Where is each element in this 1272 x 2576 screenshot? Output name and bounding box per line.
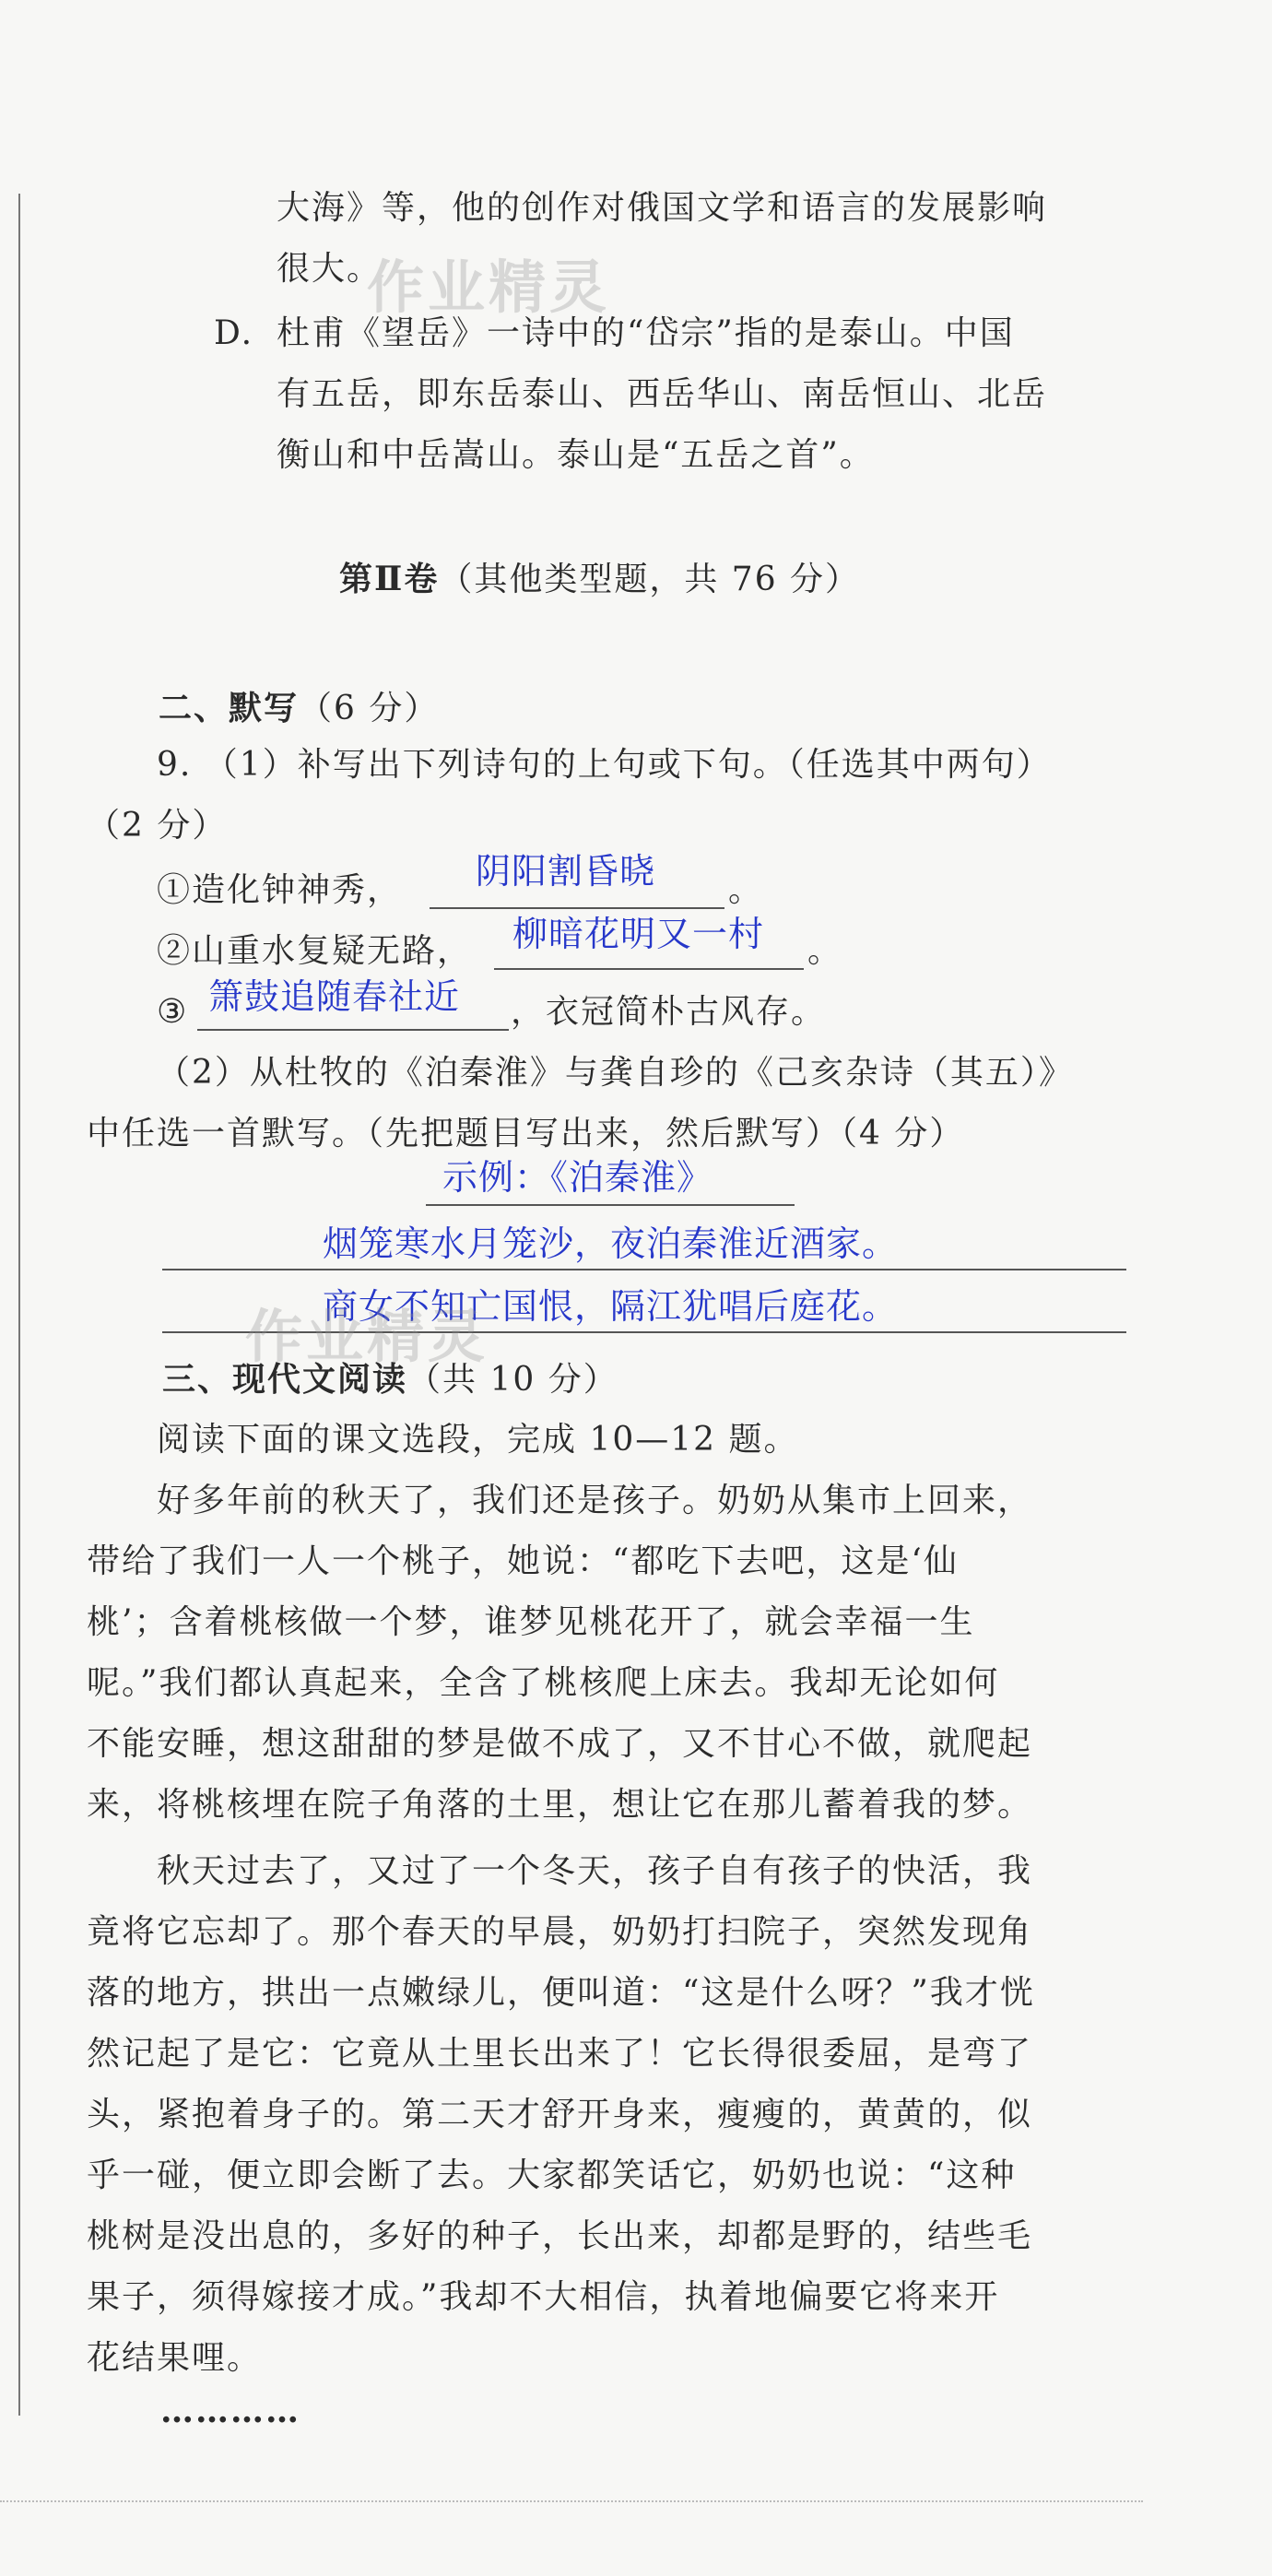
passage-ellipsis: …………	[160, 2392, 300, 2430]
passage-p2-line: 头，紧抱着身子的。第二天才舒开身来，瘦瘦的，黄黄的，似	[87, 2096, 1033, 2133]
answer-title-line	[426, 1204, 795, 1206]
item2-prefix: ②山重水复疑无路，	[157, 932, 473, 970]
q9-2-line2: 中任选一首默写。（先把题目写出来，然后默写）（4 分）	[87, 1115, 965, 1152]
passage-p1-line: 呢。”我们都认真起来，全含了桃核爬上床去。我却无论如何	[87, 1664, 1000, 1702]
passage-p1-line: 来，将桃核埋在院子角落的土里，想让它在那儿蓄着我的梦。	[87, 1786, 1033, 1824]
section2-score: （6 分）	[299, 690, 440, 727]
q9-2-line1: （2）从杜牧的《泊秦淮》与龚自珍的《己亥杂诗（其五）》	[157, 1054, 1074, 1092]
option-d-label: D.	[214, 314, 254, 352]
item3-blank-line	[197, 1029, 509, 1031]
passage-p1-line: 带给了我们一人一个桃子，她说：“都吃下去吧，这是‘仙	[87, 1542, 959, 1580]
volume2-title-note: （其他类型题，共 76 分）	[439, 561, 861, 598]
passage-p2-line: 然记起了是它：它竟从土里长出来了！它长得很委屈，是弯了	[87, 2035, 1033, 2073]
item1-suffix: 。	[728, 871, 764, 909]
passage-p2-line: 桃树是没出息的，多好的种子，长出来，却都是野的，结些毛	[87, 2217, 1033, 2255]
item1-prefix: ①造化钟神秀，	[157, 871, 403, 909]
section3-score: （共 10 分）	[407, 1361, 618, 1399]
passage-p2-line: 落的地方，拱出一点嫩绿儿，便叫道：“这是什么呀？”我才恍	[87, 1974, 1035, 2012]
answer-title[interactable]: 示例：《泊秦淮》	[442, 1157, 713, 1198]
section2-heading-label: 二、默写	[159, 689, 300, 727]
item2-blank-line	[494, 968, 804, 970]
section3-instruction: 阅读下面的课文选段，完成 10—12 题。	[157, 1421, 799, 1459]
passage-p2-line: 果子，须得嫁接才成。”我却不大相信，执着地偏要它将来开	[87, 2278, 1000, 2316]
passage-p2-line: 花结果哩。	[87, 2339, 263, 2377]
option-c-line1: 大海》等，他的创作对俄国文学和语言的发展影响	[277, 189, 1048, 227]
passage-p2-line: 竟将它忘却了。那个春天的早晨，奶奶打扫院子，突然发现角	[87, 1913, 1033, 1951]
item1-answer[interactable]: 阴阳割昏晓	[476, 851, 656, 892]
answer-line2[interactable]: 商女不知亡国恨，隔江犹唱后庭花。	[323, 1286, 899, 1327]
passage-p1-line: 不能安睡，想这甜甜的梦是做不成了，又不甘心不做，就爬起	[87, 1725, 1033, 1763]
option-d-line1: 杜甫《望岳》一诗中的“岱宗”指的是泰山。中国	[277, 314, 1015, 352]
item2-suffix: 。	[807, 932, 843, 970]
volume2-title-label: 第Ⅱ卷	[339, 560, 440, 598]
binding-margin-line	[18, 194, 20, 2416]
answer-line1-rule	[162, 1269, 1126, 1270]
q9-line1: 9. （1）补写出下列诗句的上句或下句。（任选其中两句）	[157, 746, 1052, 784]
item3-answer[interactable]: 箫鼓追随春社近	[208, 976, 461, 1017]
passage-p1-line: 好多年前的秋天了，我们还是孩子。奶奶从集市上回来，	[157, 1482, 1033, 1519]
section2-heading	[159, 688, 439, 729]
watermark-2: 作业精灵	[245, 1303, 489, 1370]
section3-heading-label: 三、现代文阅读	[162, 1360, 408, 1399]
item2-answer[interactable]: 柳暗花明又一村	[512, 914, 765, 954]
option-d-line2: 有五岳，即东岳泰山、西岳华山、南岳恒山、北岳	[277, 375, 1048, 413]
option-c-line2: 很大。	[277, 250, 383, 288]
watermark: 作业精灵	[367, 254, 611, 321]
answer-line1[interactable]: 烟笼寒水月笼沙，夜泊秦淮近酒家。	[323, 1223, 899, 1264]
bottom-dotted-rule	[0, 2500, 1143, 2502]
section3-heading	[162, 1359, 618, 1400]
item1-blank-line	[430, 907, 724, 909]
volume2-title	[339, 559, 860, 600]
item3-suffix: ，衣冠简朴古风存。	[511, 993, 827, 1031]
option-d-line3: 衡山和中岳嵩山。泰山是“五岳之首”。	[277, 436, 875, 474]
item3-prefix: ③	[157, 993, 189, 1031]
q9-line2: （2 分）	[87, 807, 228, 845]
passage-p2-line: 秋天过去了，又过了一个冬天，孩子自有孩子的快活，我	[157, 1852, 1033, 1890]
passage-p1-line: 桃’；含着桃核做一个梦，谁梦见桃花开了，就会幸福一生	[87, 1603, 975, 1641]
passage-p2-line: 乎一碰，便立即会断了去。大家都笑话它，奶奶也说：“这种	[87, 2157, 1017, 2194]
